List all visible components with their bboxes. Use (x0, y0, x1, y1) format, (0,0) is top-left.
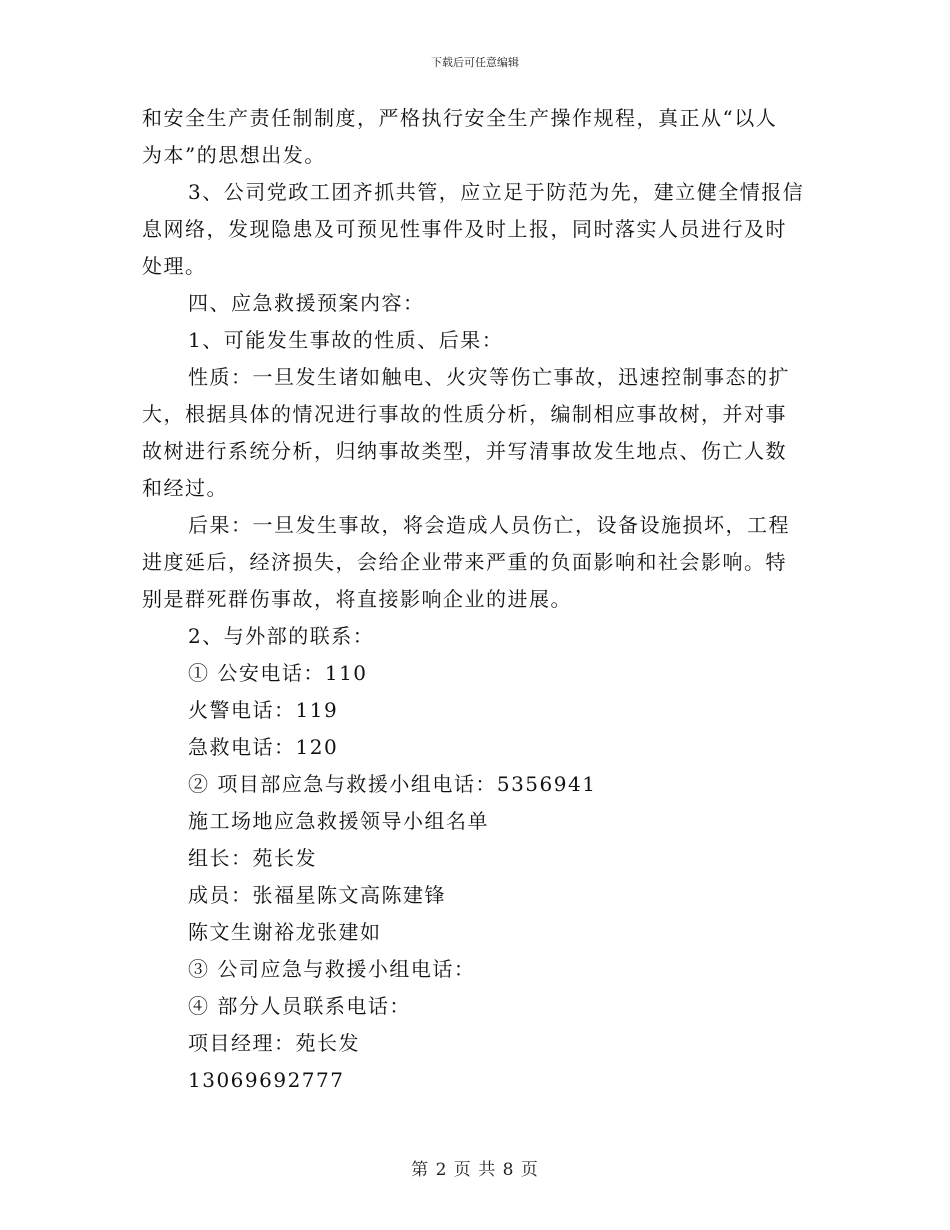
subheading-accident-nature: 1、可能发生事故的性质、后果： (188, 328, 504, 352)
contact-ambulance: 急救电话：120 (188, 735, 339, 759)
body-line-nature-4: 和经过。 (142, 476, 228, 500)
contact-project-team: ② 项目部应急与救援小组电话：5356941 (188, 772, 597, 796)
body-line-consequence-2: 进度延后，经济损失，会给企业带来严重的负面影响和社会影响。特 (142, 550, 787, 574)
body-line-5: 处理。 (142, 254, 207, 278)
team-leader: 组长：苑长发 (188, 846, 317, 870)
contact-fire: 火警电话：119 (188, 698, 339, 722)
section-heading-emergency-plan: 四、应急救援预案内容： (188, 291, 425, 315)
body-line-2: 为本”的思想出发。 (142, 143, 326, 167)
body-line-1: 和安全生产责任制制度，严格执行安全生产操作规程，真正从“以人 (142, 106, 778, 130)
team-members-1: 成员：张福星陈文高陈建锋 (188, 883, 446, 907)
subheading-external-contacts: 2、与外部的联系： (188, 624, 375, 648)
project-manager-phone: 13069692777 (188, 1068, 345, 1092)
page-header: 下载后可任意编辑 (431, 56, 519, 69)
contact-company-team: ③ 公司应急与救援小组电话： (188, 957, 476, 981)
project-manager: 项目经理：苑长发 (188, 1031, 360, 1055)
body-line-4: 息网络，发现隐患及可预见性事件及时上报，同时落实人员进行及时 (142, 217, 787, 241)
body-line-consequence-1: 后果：一旦发生事故，将会造成人员伤亡，设备设施损坏，工程 (188, 513, 790, 537)
body-line-consequence-3: 别是群死群伤事故，将直接影响企业的进展。 (142, 587, 572, 611)
document-body (142, 100, 812, 1099)
body-line-nature-2: 大，根据具体的情况进行事故的性质分析，编制相应事故树，并对事 (142, 402, 787, 426)
contact-staff-heading: ④ 部分人员联系电话： (188, 994, 411, 1018)
body-line-nature-3: 故树进行系统分析，归纳事故类型，并写清事故发生地点、伤亡人数 (142, 439, 787, 463)
contact-police: ① 公安电话：110 (188, 661, 368, 685)
leadership-list-title: 施工场地应急救援领导小组名单 (188, 809, 489, 833)
body-line-nature-1: 性质：一旦发生诸如触电、火灾等伤亡事故，迅速控制事态的扩 (188, 365, 790, 389)
team-members-2: 陈文生谢裕龙张建如 (188, 920, 382, 944)
body-line-3: 3、公司党政工团齐抓共管，应立足于防范为先，建立健全情报信 (188, 180, 805, 204)
page-footer: 第 2 页 共 8 页 (411, 1160, 539, 1180)
